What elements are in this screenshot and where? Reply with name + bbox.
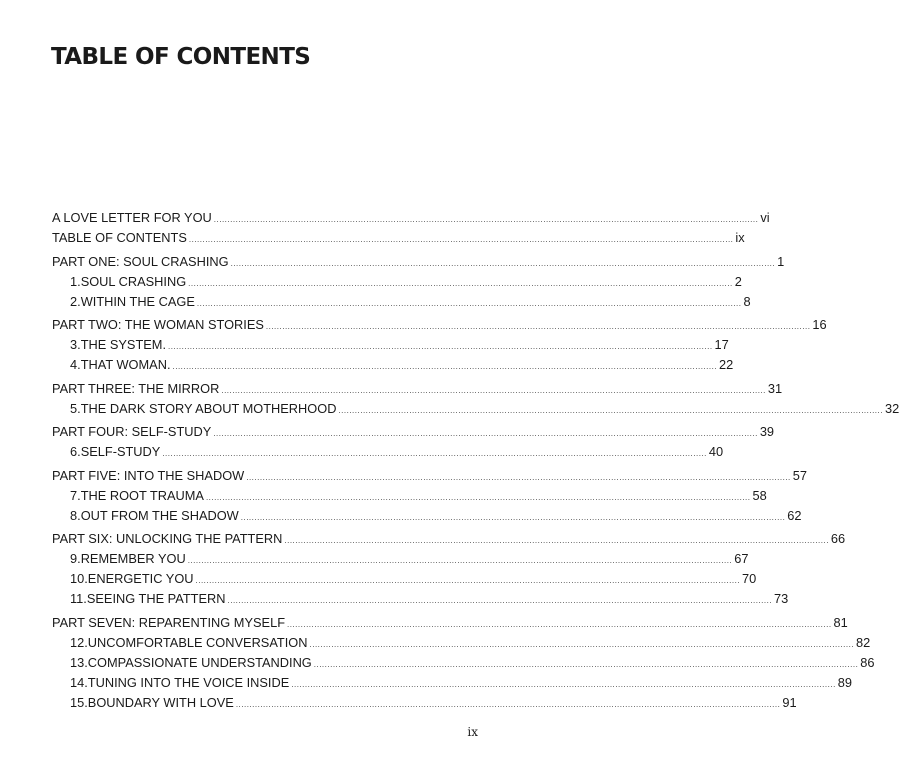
toc-chapter-entry[interactable] <box>52 355 734 375</box>
toc-entry-number: 11. <box>70 591 87 606</box>
toc-entry-number: 10. <box>70 571 88 586</box>
toc-entry-label: COMPASSIONATE UNDERSTANDING <box>87 654 312 670</box>
dot-leader: ........................................................................................................................................................................................................ <box>287 619 832 629</box>
toc-entry-label: PART FOUR: SELF-STUDY <box>52 424 212 439</box>
dot-leader: ........................................................................................................................................................................................................ <box>309 639 855 649</box>
toc-entry-page: 2 <box>734 273 742 289</box>
toc-part-entry[interactable] <box>52 252 785 272</box>
toc-entry-number: 3. <box>70 337 81 352</box>
dot-leader: ........................................................................................................................................................................................................ <box>235 699 781 709</box>
dot-leader: ........................................................................................................................................................................................................ <box>227 596 773 605</box>
toc-part-entry[interactable] <box>52 422 775 442</box>
toc-chapter-entry[interactable] <box>52 335 729 355</box>
toc-chapter-entry[interactable] <box>52 569 757 589</box>
toc-entry-number: 9. <box>70 551 81 566</box>
toc-entry-number: 8. <box>70 507 81 523</box>
toc-entry-label: REMEMBER YOU <box>80 551 186 566</box>
dot-leader: ........................................................................................................................................................................................................ <box>188 278 733 288</box>
toc-entry-label: SELF-STUDY <box>80 444 161 459</box>
toc-entry-number: 4. <box>70 357 81 372</box>
toc-entry-page: 91 <box>782 694 797 710</box>
dot-leader: ........................................................................................................................................................................................................ <box>187 556 733 565</box>
toc-entry-label: PART SIX: UNLOCKING THE PATTERN <box>52 531 283 546</box>
toc-entry-label: THE ROOT TRAUMA <box>80 487 204 503</box>
toc-chapter-entry[interactable] <box>52 673 853 693</box>
dot-leader: ........................................................................................................................................................................................................ <box>221 385 766 395</box>
toc-entry-label: BOUNDARY WITH LOVE <box>87 694 234 710</box>
dot-leader: ........................................................................................................................................................................................................ <box>213 215 759 224</box>
toc-entry-label: SEEING THE PATTERN <box>86 591 226 606</box>
dot-leader: ........................................................................................................................................................................................................ <box>168 342 713 351</box>
toc-entry-page: 39 <box>759 424 775 439</box>
page-title: TABLE OF CONTENTS <box>51 44 311 70</box>
dot-leader: ........................................................................................................................................................................................................ <box>265 322 811 331</box>
toc-entry-label: PART ONE: SOUL CRASHING <box>52 253 229 269</box>
toc-entry-number: 15. <box>70 694 88 710</box>
toc-chapter-entry[interactable] <box>52 693 797 713</box>
toc-entry-number: 6. <box>70 444 81 459</box>
toc-entry-label: SOUL CRASHING <box>80 273 187 289</box>
toc-chapter-entry[interactable] <box>52 549 749 569</box>
dot-leader: ........................................................................................................................................................................................................ <box>195 576 741 585</box>
dot-leader: ........................................................................................................................................................................................................ <box>172 362 718 371</box>
toc-entry-page: 31 <box>767 380 783 396</box>
toc-entry-page: 89 <box>837 674 853 690</box>
toc-entry-label: PART THREE: THE MIRROR <box>52 380 220 396</box>
toc-part-entry[interactable] <box>52 466 807 486</box>
toc-entry-page: 22 <box>719 357 734 372</box>
toc-part-entry[interactable] <box>52 379 783 399</box>
toc-entry-label: THE SYSTEM. <box>80 337 167 352</box>
toc-entry-number: 12. <box>70 634 88 650</box>
toc-entry-page: 8 <box>743 293 751 309</box>
dot-leader: ........................................................................................................................................................................................................ <box>196 298 742 308</box>
toc-entry-label: THAT WOMAN. <box>80 357 171 372</box>
dot-leader: ........................................................................................................................................................................................................ <box>240 512 786 522</box>
toc-entry-page: vi <box>760 210 770 225</box>
toc-part-entry[interactable] <box>52 208 770 228</box>
toc-entry-page: 67 <box>734 551 749 566</box>
toc-entry-page: ix <box>735 230 745 245</box>
toc-entry-label: PART TWO: THE WOMAN STORIES <box>52 317 264 332</box>
dot-leader: ........................................................................................................................................................................................................ <box>313 659 859 669</box>
toc-entry-page: 81 <box>833 614 848 630</box>
toc-entry-page: 86 <box>860 654 875 670</box>
dot-leader: ........................................................................................................................................................................................................ <box>188 235 734 244</box>
toc-chapter-entry[interactable] <box>52 633 871 653</box>
toc-entry-number: 13. <box>70 654 88 670</box>
toc-chapter-entry[interactable] <box>52 486 767 506</box>
toc-part-entry[interactable] <box>52 315 827 335</box>
toc-chapter-entry[interactable] <box>52 292 751 312</box>
toc-entry-label: WITHIN THE CAGE <box>80 293 195 309</box>
toc-entry-page: 16 <box>812 317 827 332</box>
toc-entry-number: 5. <box>70 400 81 416</box>
toc-entry-label: THE DARK STORY ABOUT MOTHERHOOD <box>80 400 337 416</box>
toc-entry-label: UNCOMFORTABLE CONVERSATION <box>87 634 308 650</box>
toc-entry-page: 58 <box>752 487 767 503</box>
dot-leader: ........................................................................................................................................................................................................ <box>291 679 836 689</box>
toc-chapter-entry[interactable] <box>52 506 802 526</box>
dot-leader: ........................................................................................................................................................................................................ <box>213 429 758 438</box>
dot-leader: ........................................................................................................................................................................................................ <box>246 472 791 482</box>
toc-entry-label: A LOVE LETTER FOR YOU <box>52 210 212 225</box>
toc-entry-page: 62 <box>787 507 802 523</box>
toc-entry-page: 70 <box>742 571 757 586</box>
toc-entry-label: ENERGETIC YOU <box>87 571 194 586</box>
toc-chapter-entry[interactable] <box>52 399 899 419</box>
toc-entry-number: 7. <box>70 487 81 503</box>
toc-entry-label: PART SEVEN: REPARENTING MYSELF <box>52 614 286 630</box>
toc-entry-number: 14. <box>70 674 88 690</box>
toc-entry-page: 1 <box>777 253 785 269</box>
toc-entry-page: 17 <box>714 337 729 352</box>
toc-entry-label: PART FIVE: INTO THE SHADOW <box>52 467 245 483</box>
toc-entry-page: 66 <box>830 531 846 546</box>
dot-leader: ........................................................................................................................................................................................................ <box>284 536 829 545</box>
toc-entry-label: TUNING INTO THE VOICE INSIDE <box>87 674 290 690</box>
toc-chapter-entry[interactable] <box>52 272 742 292</box>
toc-part-entry[interactable] <box>52 228 745 248</box>
toc-part-entry[interactable] <box>52 529 846 549</box>
toc-entry-label: OUT FROM THE SHADOW <box>80 507 239 523</box>
toc-entry-page: 32 <box>884 400 899 416</box>
toc-part-entry[interactable] <box>52 613 848 633</box>
toc-entry-page: 57 <box>792 467 807 483</box>
toc-entry-label: TABLE OF CONTENTS <box>52 230 187 245</box>
toc-entry-number: 2. <box>70 293 81 309</box>
toc-entry-page: 40 <box>708 444 724 459</box>
toc-entry-page: 82 <box>856 634 871 650</box>
dot-leader: ........................................................................................................................................................................................................ <box>162 449 707 458</box>
toc-entry-number: 1. <box>70 273 81 289</box>
dot-leader: ........................................................................................................................................................................................................ <box>338 405 883 415</box>
dot-leader: ........................................................................................................................................................................................................ <box>205 492 751 502</box>
toc-chapter-entry[interactable] <box>52 653 875 673</box>
toc-chapter-entry[interactable] <box>52 589 789 609</box>
page-number: ix <box>467 725 478 739</box>
dot-leader: ........................................................................................................................................................................................................ <box>230 258 776 268</box>
table-of-contents <box>52 208 899 713</box>
toc-entry-page: 73 <box>774 591 789 606</box>
toc-chapter-entry[interactable] <box>52 442 724 462</box>
